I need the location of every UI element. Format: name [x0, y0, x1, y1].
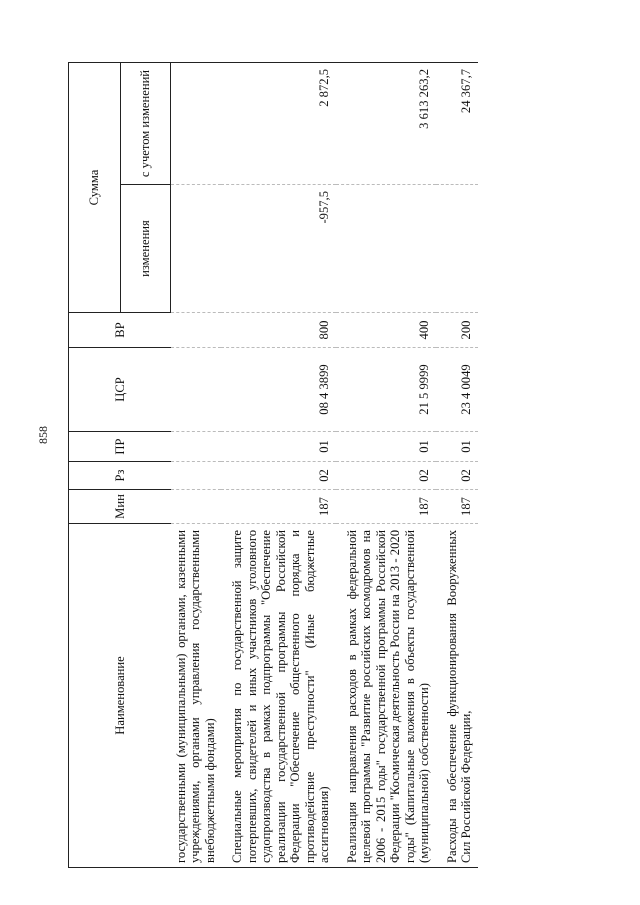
budget-table: [68, 62, 478, 868]
row-csr: [171, 348, 222, 432]
row-vr: 800: [221, 313, 336, 348]
row-total: [171, 62, 222, 184]
table-row: [171, 62, 222, 867]
table-row: [336, 62, 436, 867]
row-min: 187: [221, 490, 336, 524]
row-rz: [171, 462, 222, 490]
row-change: [336, 185, 436, 313]
header-csr: ЦСР: [69, 348, 171, 432]
header-with-changes: с учетом изменений: [121, 62, 171, 184]
row-total: 24 367,7: [436, 62, 478, 184]
row-vr: [171, 313, 222, 348]
header-pr: ПР: [69, 432, 171, 462]
header-name: Наименование: [69, 524, 171, 868]
header-sum: Сумма: [69, 62, 121, 312]
row-csr: 08 4 3899: [221, 348, 336, 432]
row-rz: 02: [336, 462, 436, 490]
row-name: Реализация направления расходов в рамках федеральной целевой программы "Развитие российских космодромов на 2006 - 2015 годы" государственной программы Российской Федерации "Космическая деятельность России на 2013 - 2020 годы" (Капитальные вложения в объекты государственной (муниципальной) собственности): [336, 524, 436, 868]
table-row: [221, 62, 336, 867]
row-total: 2 872,5: [221, 62, 336, 184]
header-changes: изменения: [121, 185, 171, 313]
row-name: Расходы на обеспечение функционирования Вооруженных Сил Российской Федерации,: [436, 524, 478, 868]
row-change: [171, 185, 222, 313]
row-change: [436, 185, 478, 313]
row-min: 187: [436, 490, 478, 524]
row-rz: 02: [221, 462, 336, 490]
row-name: Специальные мероприятия по государственной защите потерпевших, свидетелей и иных участников уголовного судопроизводства в рамках подпрограммы "Обеспечение реализации государственной программы Российской Федерации "Обеспечение общественного порядка и противодействие преступности" (Иные бюджетные ассигнования): [221, 524, 336, 868]
row-min: 187: [336, 490, 436, 524]
table-header: [69, 62, 171, 867]
row-pr: 01: [436, 432, 478, 462]
row-change: -957,5: [221, 185, 336, 313]
page-number: 858: [36, 426, 50, 444]
row-rz: 02: [436, 462, 478, 490]
row-pr: [171, 432, 222, 462]
row-pr: 01: [221, 432, 336, 462]
header-min: Мин: [69, 490, 171, 524]
row-csr: 23 4 0049: [436, 348, 478, 432]
row-min: [171, 490, 222, 524]
header-rz: Рз: [69, 462, 171, 490]
row-pr: 01: [336, 432, 436, 462]
row-csr: 21 5 9999: [336, 348, 436, 432]
row-name: государственными (муниципальными) органами, казенными учреждениями, органами управления государственными внебюджетными фондами): [171, 524, 222, 868]
budget-table-sheet: [68, 63, 598, 868]
row-vr: 200: [436, 313, 478, 348]
row-total: 3 613 263,2: [336, 62, 436, 184]
table-row: [436, 62, 478, 867]
header-vr: ВР: [69, 313, 171, 348]
row-vr: 400: [336, 313, 436, 348]
